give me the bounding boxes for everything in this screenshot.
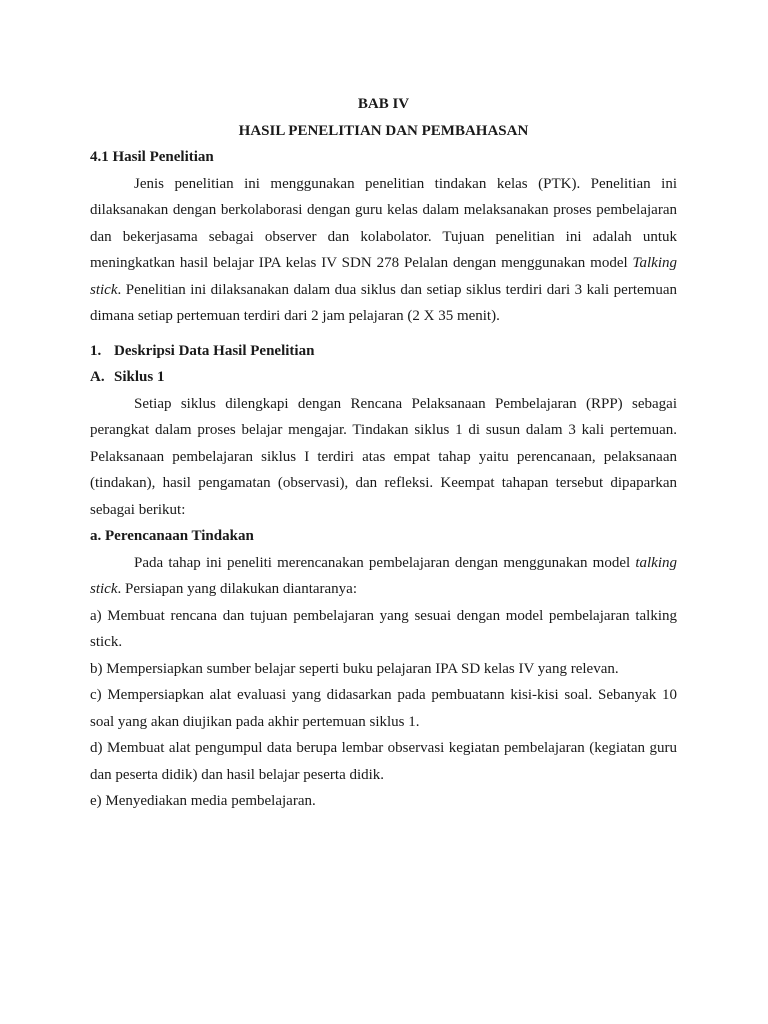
subsection-title: Deskripsi Data Hasil Penelitian: [114, 342, 315, 359]
perencanaan-paragraph: [90, 550, 677, 603]
subsection-number: 1.: [90, 342, 102, 359]
italic-term: Talking stick: [90, 255, 677, 298]
subsection-title: Siklus 1: [114, 369, 165, 385]
paragraph-text: Jenis penelitian ini menggunakan penelitian tindakan kelas (PTK). Penelitian ini dilaksanakan dengan berkolaborasi dengan guru kelas dalam melaksanakan proses pembelajaran dan bekerjasama sebagai observer dan kolabolator. Tujuan penelitian ini adalah untuk meningkatkan hasil belajar IPA kelas IV SDN 278 Pelalan dengan menggunakan model: [90, 175, 677, 271]
list-item: b) Mempersiapkan sumber belajar seperti buku pelajaran IPA SD kelas IV yang relevan.: [90, 660, 619, 677]
document-page: [90, 91, 677, 815]
subsection-heading-a-upper: [90, 364, 677, 391]
chapter-label: BAB IV: [357, 96, 410, 112]
subsection-heading-perencanaan: a. Perencanaan Tindakan: [90, 528, 254, 544]
chapter-title: HASIL PENELITIAN DAN PEMBAHASAN: [238, 122, 529, 139]
list-item: c) Mempersiapkan alat evaluasi yang didasarkan pada pembuatann kisi-kisi soal. Sebanyak 10 soal yang akan diujikan pada akhir pertemuan siklus 1.: [90, 687, 677, 730]
italic-term: talking stick: [90, 554, 677, 597]
list-item: e) Menyediakan media pembelajaran.: [90, 793, 316, 809]
siklus-1-paragraph: Setiap siklus dilengkapi dengan Rencana Pelaksanaan Pembelajaran (RPP) sebagai perangkat dalam proses belajar mengajar. Tindakan siklus 1 di susun dalam 3 kali pertemuan. Pelaksanaan pembelajaran siklus I terdiri atas empat tahap yaitu perencanaan, pelaksanaan (tindakan), hasil pengamatan (observasi), dan refleksi. Keempat tahapan tersebut dipaparkan sebagai berikut:: [90, 395, 677, 518]
subsection-number: A.: [90, 369, 105, 385]
section-heading-4-1: 4.1 Hasil Penelitian: [90, 149, 214, 165]
section-4-1-paragraph: [90, 171, 677, 330]
list-item: d) Membuat alat pengumpul data berupa lembar observasi kegiatan pembelajaran (kegiatan guru dan peserta didik) dan hasil belajar peserta didik.: [90, 740, 677, 783]
paragraph-text: . Penelitian ini dilaksanakan dalam dua siklus dan setiap siklus terdiri dari 3 kali pertemuan dimana setiap pertemuan terdiri dari 2 jam pelajaran (2 X 35 menit).: [90, 281, 677, 324]
paragraph-text: . Persiapan yang dilakukan diantaranya:: [117, 581, 358, 597]
paragraph-text: Pada tahap ini peneliti merencanakan pembelajaran dengan menggunakan model: [134, 554, 631, 571]
list-item: a) Membuat rencana dan tujuan pembelajaran yang sesuai dengan model pembelajaran talking stick.: [90, 607, 677, 650]
subsection-heading-1: [90, 338, 677, 365]
